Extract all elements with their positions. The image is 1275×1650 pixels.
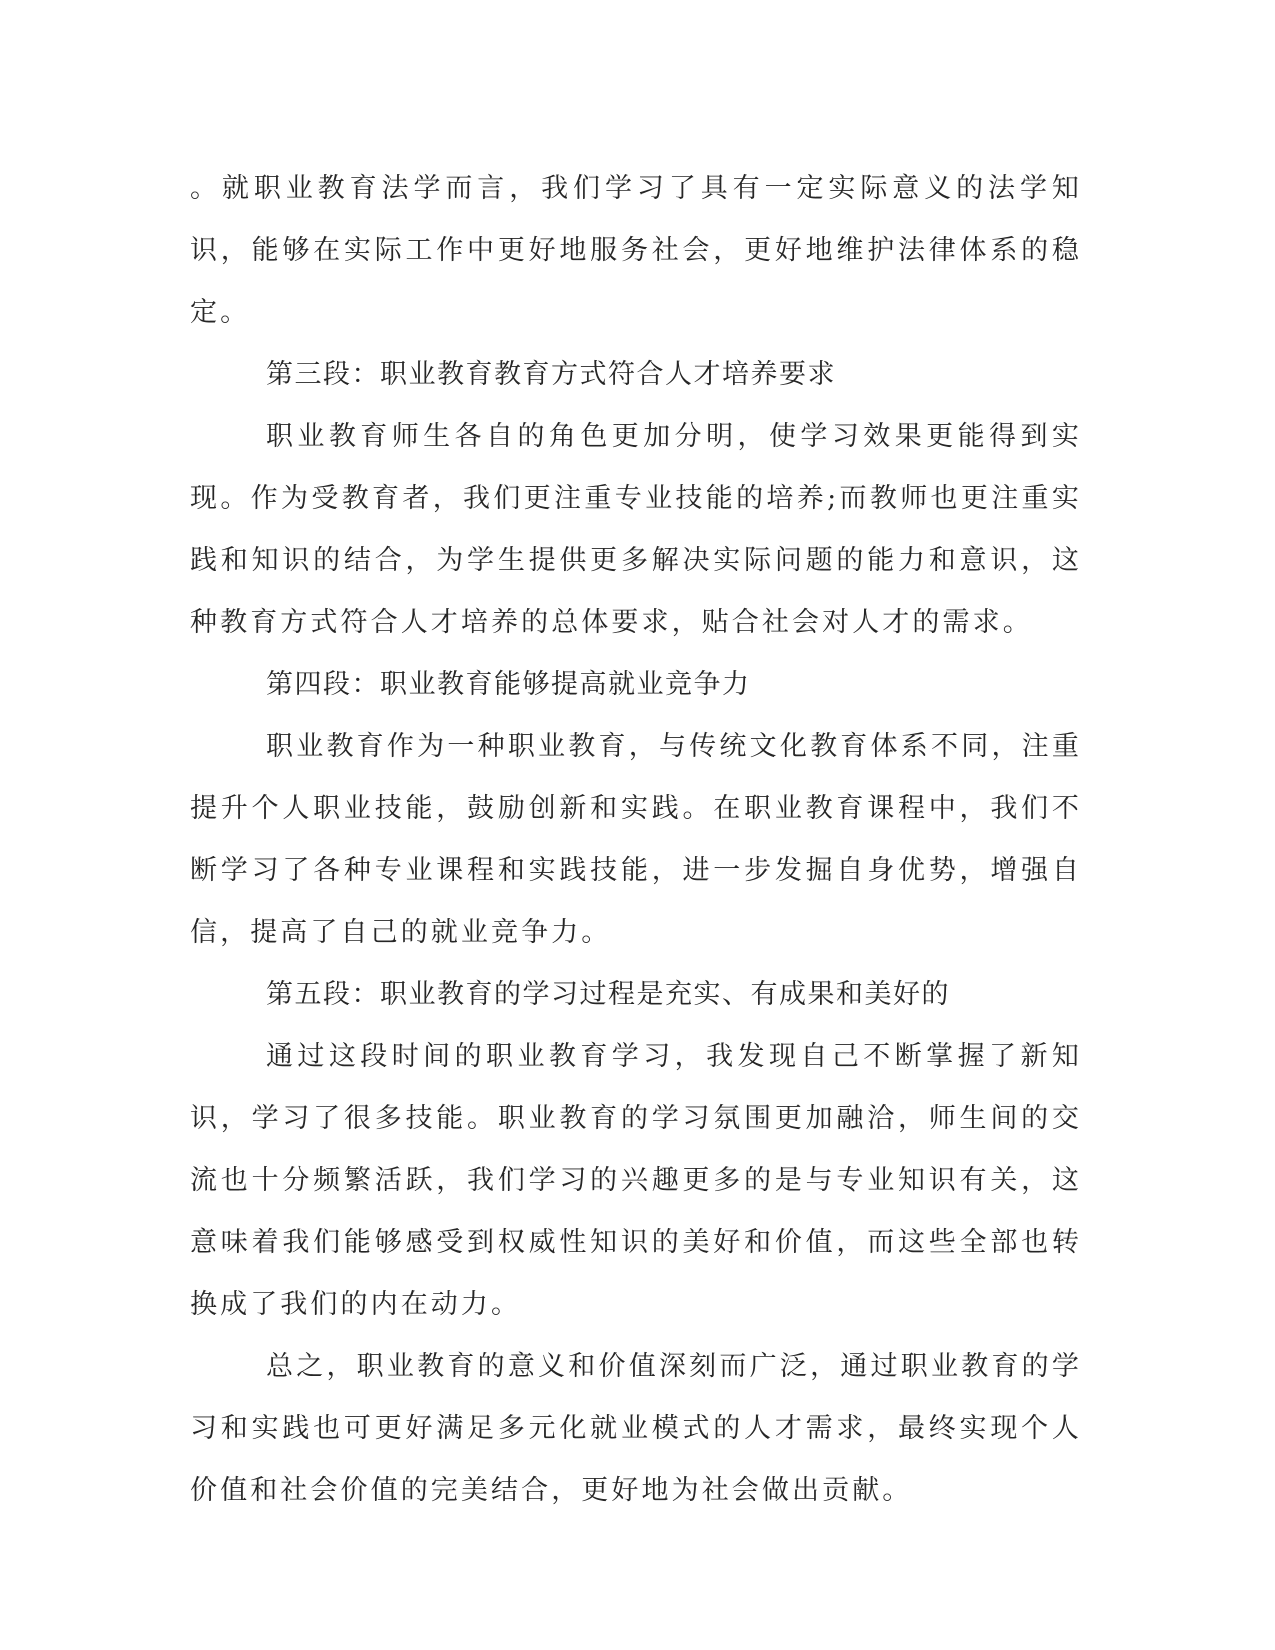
paragraph-employment-competitiveness: 职业教育作为一种职业教育，与传统文化教育体系不同，注重提升个人职业技能，鼓励创新和实践。在职业教育课程中，我们不断学习了各种专业课程和实践技能，进一步发掘自身优势，增强自信，提高了自己的就业竞争力。 bbox=[190, 731, 1082, 948]
section-heading-3: 第三段：职业教育教育方式符合人才培养要求 bbox=[266, 359, 836, 390]
section-heading-5: 第五段：职业教育的学习过程是充实、有成果和美好的 bbox=[266, 979, 950, 1010]
document-body bbox=[190, 158, 1082, 1522]
paragraph-learning-process: 通过这段时间的职业教育学习，我发现自己不断掌握了新知识，学习了很多技能。职业教育的学习氛围更加融洽，师生间的交流也十分频繁活跃，我们学习的兴趣更多的是与专业知识有关，这意味着我们能够感受到权威性知识的美好和价值，而这些全部也转换成了我们的内在动力。 bbox=[190, 1041, 1082, 1320]
section-heading-4: 第四段：职业教育能够提高就业竞争力 bbox=[266, 669, 751, 700]
paragraph-teaching-methods: 职业教育师生各自的角色更加分明，使学习效果更能得到实现。作为受教育者，我们更注重专业技能的培养;而教师也更注重实践和知识的结合，为学生提供更多解决实际问题的能力和意识，这种教育方式符合人才培养的总体要求，贴合社会对人才的需求。 bbox=[190, 421, 1082, 638]
paragraph-continuation-law: 。就职业教育法学而言，我们学习了具有一定实际意义的法学知识，能够在实际工作中更好地服务社会，更好地维护法律体系的稳定。 bbox=[190, 173, 1082, 328]
paragraph-conclusion: 总之，职业教育的意义和价值深刻而广泛，通过职业教育的学习和实践也可更好满足多元化就业模式的人才需求，最终实现个人价值和社会价值的完美结合，更好地为社会做出贡献。 bbox=[190, 1351, 1082, 1506]
